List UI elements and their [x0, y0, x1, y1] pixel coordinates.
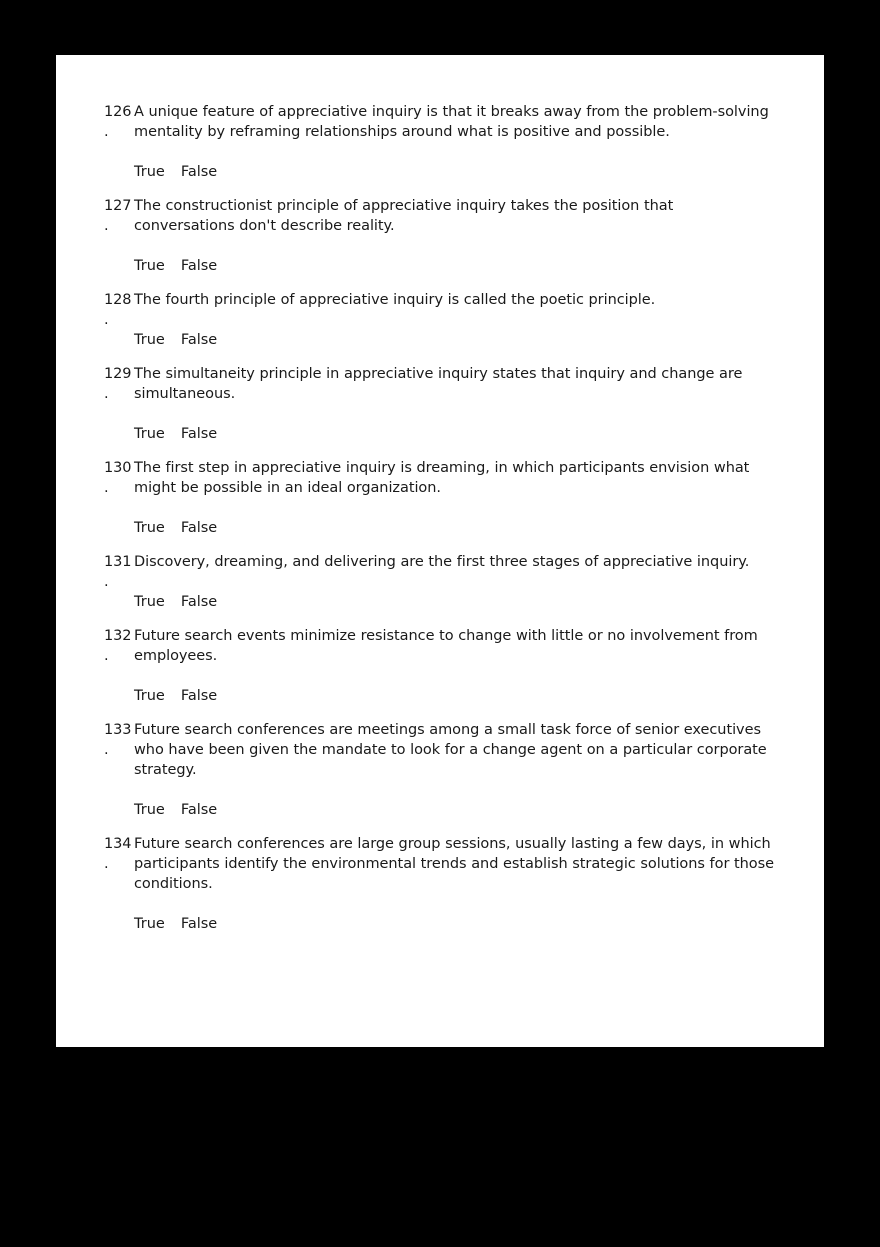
question-body: [134, 458, 784, 538]
choice-true[interactable]: True: [134, 426, 165, 442]
question-text: The simultaneity principle in appreciative inquiry states that inquiry and change are simultaneous.: [134, 366, 743, 402]
choice-false[interactable]: False: [180, 258, 218, 274]
question-item: [104, 364, 784, 444]
question-number-value: 129: [104, 366, 132, 382]
answer-choices: [134, 330, 784, 350]
question-item: [104, 720, 784, 820]
question-number-value: 131: [104, 554, 132, 570]
question-text: Discovery, dreaming, and delivering are the first three stages of appreciative inquiry.: [134, 554, 750, 570]
question-number-value: 127: [104, 198, 132, 214]
question-number: [104, 834, 134, 874]
question-item: [104, 834, 784, 934]
question-number-dot: .: [104, 648, 109, 664]
question-number-dot: .: [104, 386, 109, 402]
answer-choices: [134, 686, 784, 706]
question-number-dot: .: [104, 856, 109, 872]
choice-true[interactable]: True: [134, 164, 165, 180]
question-body: [134, 290, 784, 350]
question-item: [104, 196, 784, 276]
choice-false[interactable]: False: [180, 594, 218, 610]
choice-true[interactable]: True: [134, 520, 165, 536]
question-number-value: 133: [104, 722, 132, 738]
question-item: [104, 102, 784, 182]
question-number: [104, 552, 134, 592]
question-number-dot: .: [104, 742, 109, 758]
question-number: [104, 196, 134, 236]
question-item: [104, 290, 784, 350]
choice-false[interactable]: False: [180, 688, 218, 704]
question-text: The first step in appreciative inquiry is dreaming, in which participants envision what might be possible in an ideal organization.: [134, 460, 750, 496]
question-number-dot: .: [104, 218, 109, 234]
question-number: [104, 364, 134, 404]
question-number-dot: .: [104, 124, 109, 140]
question-body: [134, 626, 784, 706]
question-text: A unique feature of appreciative inquiry is that it breaks away from the problem-solving mentality by reframing relationships around what is positive and possible.: [134, 104, 769, 140]
question-number-dot: .: [104, 480, 109, 496]
question-number-value: 128: [104, 292, 132, 308]
answer-choices: [134, 914, 784, 934]
question-body: [134, 720, 784, 820]
answer-choices: [134, 592, 784, 612]
choice-false[interactable]: False: [180, 332, 218, 348]
choice-true[interactable]: True: [134, 594, 165, 610]
choice-true[interactable]: True: [134, 688, 165, 704]
question-number: [104, 626, 134, 666]
choice-false[interactable]: False: [180, 802, 218, 818]
question-text: Future search conferences are meetings among a small task force of senior executives who have been given the mandate to look for a change agent on a particular corporate strategy.: [134, 722, 767, 778]
question-number-value: 132: [104, 628, 132, 644]
choice-false[interactable]: False: [180, 164, 218, 180]
document-page: [56, 55, 824, 1047]
question-body: [134, 196, 784, 276]
choice-true[interactable]: True: [134, 916, 165, 932]
answer-choices: [134, 256, 784, 276]
choice-false[interactable]: False: [180, 520, 218, 536]
answer-choices: [134, 424, 784, 444]
question-number-value: 126: [104, 104, 132, 120]
answer-choices: [134, 800, 784, 820]
choice-true[interactable]: True: [134, 332, 165, 348]
answer-choices: [134, 162, 784, 182]
answer-choices: [134, 518, 784, 538]
choice-false[interactable]: False: [180, 426, 218, 442]
question-body: [134, 834, 784, 934]
question-body: [134, 552, 784, 612]
choice-true[interactable]: True: [134, 802, 165, 818]
question-list: [104, 102, 784, 948]
question-number-value: 134: [104, 836, 132, 852]
question-text: Future search events minimize resistance to change with little or no involvement from employees.: [134, 628, 758, 664]
question-item: [104, 552, 784, 612]
question-item: [104, 458, 784, 538]
question-number-dot: .: [104, 574, 109, 590]
question-item: [104, 626, 784, 706]
question-number-dot: .: [104, 312, 109, 328]
question-text: The fourth principle of appreciative inquiry is called the poetic principle.: [134, 292, 656, 308]
question-number: [104, 102, 134, 142]
question-number: [104, 290, 134, 330]
choice-true[interactable]: True: [134, 258, 165, 274]
question-body: [134, 364, 784, 444]
question-number-value: 130: [104, 460, 132, 476]
question-text: Future search conferences are large group sessions, usually lasting a few days, in which participants identify the environmental trends and establish strategic solutions for those conditions.: [134, 836, 774, 892]
choice-false[interactable]: False: [180, 916, 218, 932]
question-number: [104, 458, 134, 498]
question-number: [104, 720, 134, 760]
question-body: [134, 102, 784, 182]
question-text: The constructionist principle of appreciative inquiry takes the position that conversations don't describe reality.: [134, 198, 674, 234]
